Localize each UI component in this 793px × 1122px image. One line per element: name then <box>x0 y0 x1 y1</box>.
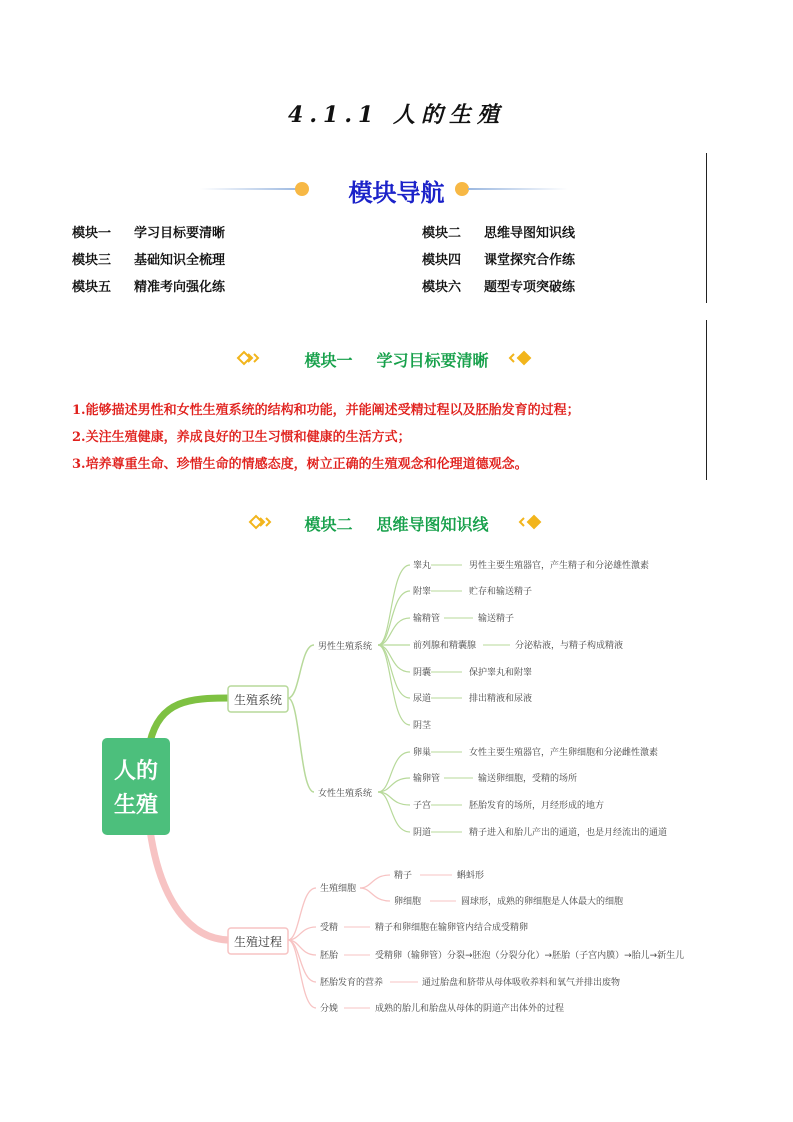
root-node[interactable] <box>102 738 170 835</box>
organ-name: 阴茎 <box>413 721 432 731</box>
organ-name: 输卵管 <box>413 774 441 784</box>
organ-desc: 输送卵细胞，受精的场所 <box>478 774 578 784</box>
page-title: 4.1.1 人的生殖 <box>288 102 505 128</box>
branch-process <box>150 830 230 940</box>
organ-name: 前列腺和精囊腺 <box>413 641 477 651</box>
organ-desc: 贮存和输送精子 <box>469 587 533 597</box>
process-item-desc: 成熟的胎儿和胎盘从母体的阴道产出体外的过程 <box>375 1004 565 1014</box>
organ-name: 睾丸 <box>413 561 432 571</box>
male-system-label: 男性生殖系统 <box>318 642 373 652</box>
nav-item-text: 精准考向强化练 <box>134 280 226 295</box>
organ-desc: 男性主要生殖器官，产生精子和分泌雄性激素 <box>469 561 650 571</box>
organ-desc: 输送精子 <box>478 614 515 624</box>
branch-system <box>150 698 230 742</box>
system-node-label: 生殖系统 <box>233 693 283 707</box>
cell-desc: 圆球形，成熟的卵细胞是人体最大的细胞 <box>461 897 624 907</box>
nav-item-label: 模块四 <box>422 253 462 268</box>
process-item-name: 胚胎发育的营养 <box>320 978 384 988</box>
process-node-label: 生殖过程 <box>233 935 283 949</box>
nav-item-text: 基础知识全梳理 <box>134 253 226 268</box>
goal-item: 2.关注生殖健康，养成良好的卫生习惯和健康的生活方式； <box>72 430 411 445</box>
organ-desc: 分泌粘液，与精子构成精液 <box>515 641 624 651</box>
nav-item-text: 题型专项突破练 <box>484 280 576 295</box>
organ-name: 输精管 <box>413 614 441 624</box>
organ-desc: 排出精液和尿液 <box>469 694 533 704</box>
nav-item-label: 模块六 <box>422 280 462 295</box>
module2-title: 思维导图知识线 <box>376 515 489 534</box>
process-item-name: 分娩 <box>320 1004 339 1014</box>
nav-item-label: 模块三 <box>72 253 112 268</box>
module1-label: 模块一 <box>304 351 353 370</box>
cell-name: 精子 <box>394 871 413 881</box>
organ-desc: 保护睾丸和附睾 <box>469 668 533 678</box>
process-cells-label: 生殖细胞 <box>320 884 357 894</box>
nav-item-label: 模块五 <box>72 280 112 295</box>
organ-name: 附睾 <box>413 587 432 597</box>
nav-item-text: 思维导图知识线 <box>484 226 576 241</box>
process-item-name: 胚胎 <box>320 951 339 961</box>
nav-item-label: 模块二 <box>422 226 462 241</box>
organ-desc: 精子进入和胎儿产出的通道，也是月经流出的通道 <box>469 828 668 838</box>
organ-desc: 胚胎发育的场所，月经形成的地方 <box>469 801 605 811</box>
nav-item-text: 学习目标要清晰 <box>134 226 226 241</box>
organ-name: 子宫 <box>413 801 432 811</box>
process-item-desc: 通过胎盘和脐带从母体吸收养料和氧气并排出废物 <box>422 978 621 988</box>
organ-name: 卵巢 <box>413 748 432 758</box>
organ-name: 阴囊 <box>413 668 432 678</box>
root-label-line2: 生殖 <box>113 793 159 818</box>
root-label-line1: 人的 <box>113 759 159 784</box>
cell-desc: 蝌蚪形 <box>457 871 485 881</box>
organ-name: 阴道 <box>413 828 432 838</box>
goal-item: 1.能够描述男性和女性生殖系统的结构和功能，并能阐述受精过程以及胚胎发育的过程； <box>72 403 580 418</box>
process-item-desc: 精子和卵细胞在输卵管内结合成受精卵 <box>375 923 529 933</box>
module1-title: 学习目标要清晰 <box>376 351 489 370</box>
module2-label: 模块二 <box>304 515 353 534</box>
cell-name: 卵细胞 <box>394 897 422 907</box>
organ-desc: 女性主要生殖器官，产生卵细胞和分泌雌性激素 <box>469 748 659 758</box>
nav-heading: 模块导航 <box>348 178 445 207</box>
process-item-desc: 受精卵（输卵管）分裂→胚泡（分裂分化）→胚胎（子宫内膜）→胎儿→新生儿 <box>375 951 685 961</box>
organ-name: 尿道 <box>413 694 432 704</box>
nav-item-label: 模块一 <box>72 226 112 241</box>
female-system-label: 女性生殖系统 <box>318 789 373 799</box>
nav-item-text: 课堂探究合作练 <box>484 253 576 268</box>
process-item-name: 受精 <box>320 923 339 933</box>
goal-item: 3.培养尊重生命、珍惜生命的情感态度，树立正确的生殖观念和伦理道德观念。 <box>72 457 528 472</box>
